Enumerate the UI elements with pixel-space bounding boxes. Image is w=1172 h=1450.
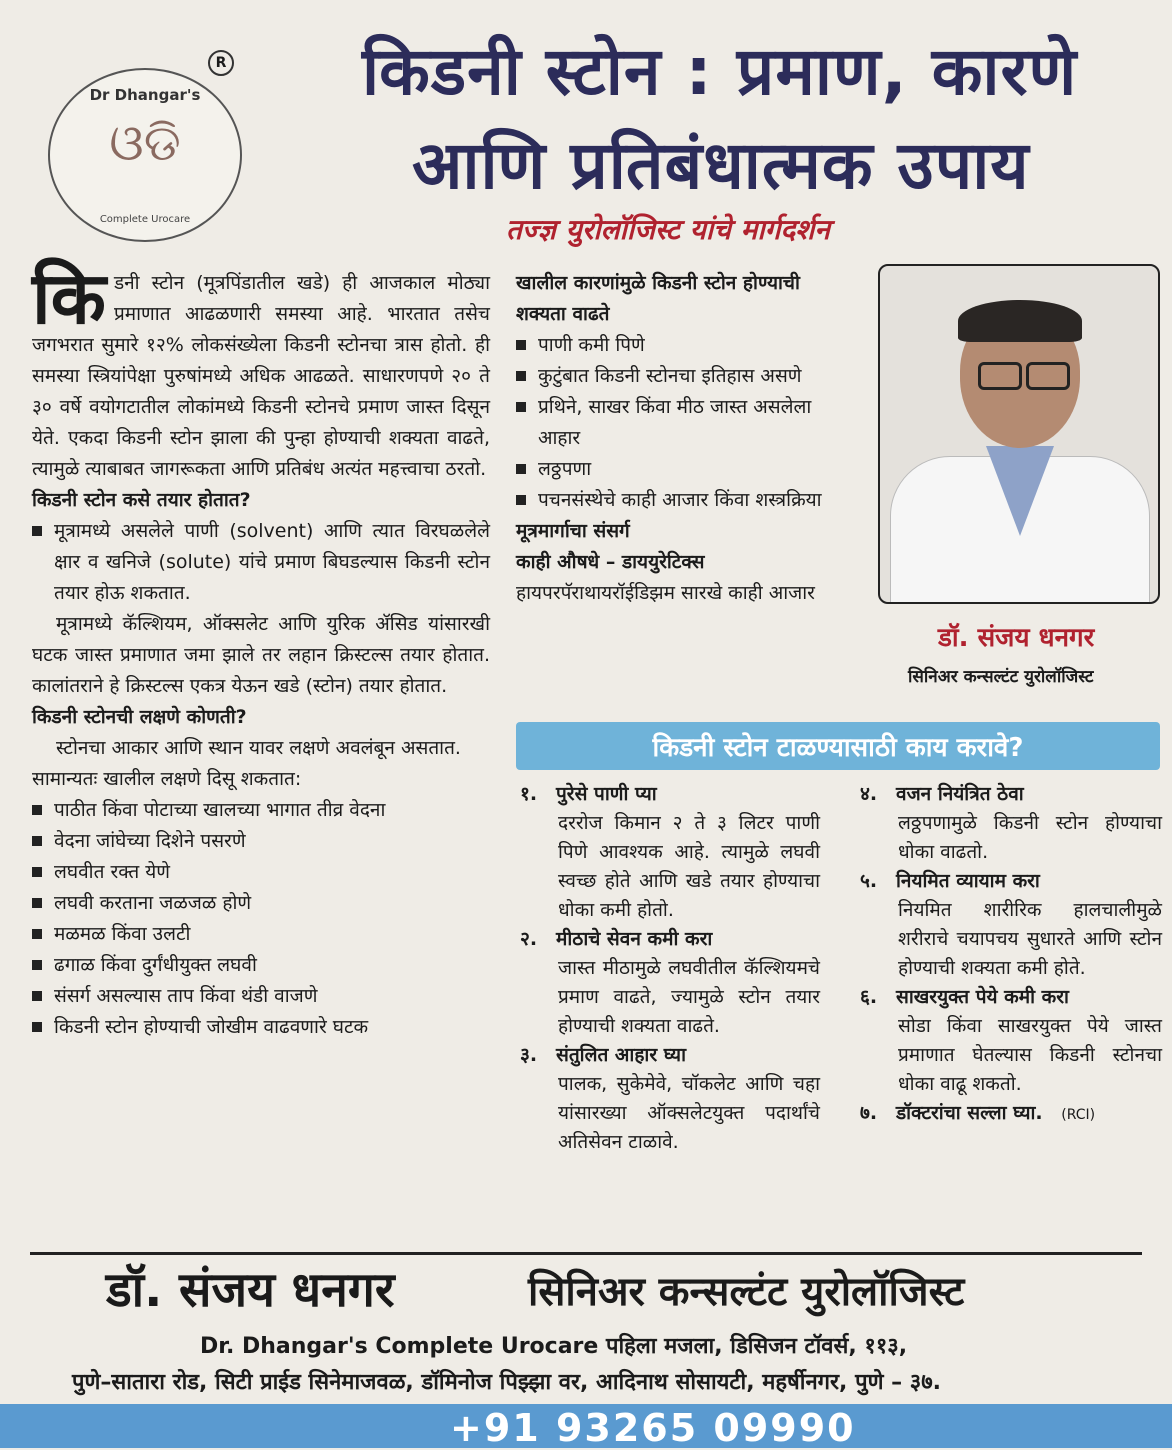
tip-number: ७. — [860, 1102, 878, 1124]
tip-number: ६. — [860, 986, 878, 1008]
bullet-icon — [32, 991, 42, 1001]
subheadline: तज्ज्ञ युरोलॉजिस्ट यांचे मार्गदर्शन — [506, 213, 830, 246]
address-line-2: पुणे–सातारा रोड, सिटी प्राईड सिनेमाजवळ, डॉमिनोज पिझ्झा वर, आदिनाथ सोसायटी, महर्षीनगर, पुणे – ३७. — [72, 1370, 942, 1395]
footer-doctor-title: सिनिअर कन्सल्टंट युरोलॉजिस्ट — [528, 1269, 965, 1315]
rci-note: (RCI) — [1061, 1107, 1096, 1123]
logo-top-text: Dr Dhangar's — [89, 86, 201, 104]
bullet-icon — [32, 1022, 42, 1032]
bullet-icon — [516, 495, 526, 505]
tip-item — [520, 1041, 820, 1157]
symptom-text: किडनी स्टोन होण्याची जोखीम वाढवणारे घटक — [54, 1016, 369, 1038]
list-item — [516, 454, 856, 485]
footer-doctor-name: डॉ. संजय धनगर — [106, 1262, 395, 1318]
phone-number[interactable]: +91 93265 09990 — [450, 1406, 856, 1450]
symptom-text: लघवीत रक्त येणे — [54, 861, 171, 883]
cause-text: लठ्ठपणा — [538, 458, 592, 480]
tip-number: २. — [520, 928, 538, 950]
list-item — [32, 888, 490, 919]
cause-text: कुटुंबात किडनी स्टोनचा इतिहास असणे — [538, 365, 802, 387]
list-item — [516, 392, 856, 454]
drop-cap: कि — [32, 256, 106, 340]
doctor-photo — [878, 264, 1160, 604]
tip-title: साखरयुक्त पेये कमी करा — [896, 986, 1069, 1008]
bullet-icon — [32, 960, 42, 970]
tip-body: पालक, सुकेमेवे, चॉकलेट आणि चहा यांसारख्या ऑक्सलेटयुक्त पदार्थांचे अतिसेवन टाळावे. — [558, 1073, 820, 1153]
tip-number: ४. — [860, 783, 878, 805]
medicines-text: हायपरपॅराथायरॉईडिझम सारखे काही आजार — [516, 582, 815, 604]
list-item — [32, 826, 490, 857]
symptom-text: पाठीत किंवा पोटाच्या खालच्या भागात तीव्र वेदना — [54, 799, 386, 821]
address-line-1: Dr. Dhangar's Complete Urocare पहिला मजला, डिसिजन टॉवर्स, ११३, — [200, 1334, 908, 1359]
headline-line-2: आणि प्रतिबंधात्मक उपाय — [412, 127, 1030, 204]
symptom-text: संसर्ग असल्यास ताप किंवा थंडी वाजणे — [54, 985, 318, 1007]
tip-title: डॉक्टरांचा सल्ला घ्या. — [896, 1102, 1043, 1124]
bullet-icon — [32, 836, 42, 846]
list-item — [32, 981, 490, 1012]
prevention-banner — [516, 722, 1160, 770]
section-heading-formation: किडनी स्टोन कसे तयार होतात? — [32, 489, 251, 511]
doctor-designation: सिनिअर कन्सल्टंट युरोलॉजिस्ट — [908, 667, 1094, 687]
cause-text: पाणी कमी पिणे — [538, 334, 645, 356]
bullet-icon — [516, 371, 526, 381]
tip-title: मीठाचे सेवन कमी करा — [556, 928, 713, 950]
tip-title: संतुलित आहार घ्या — [556, 1044, 686, 1066]
list-item — [32, 795, 490, 826]
registered-mark: R — [208, 50, 234, 76]
symptom-text: ढगाळ किंवा दुर्गंधीयुक्त लघवी — [54, 954, 257, 976]
bullet-icon — [516, 464, 526, 474]
left-column — [32, 256, 490, 1043]
list-item — [32, 919, 490, 950]
tip-body: नियमित शारीरिक हालचालीमुळे शरीराचे चयापचय सुधारते आणि स्टोन होण्याची शक्यता कमी होते. — [898, 899, 1162, 979]
formation-paragraph-1: मूत्रामध्ये असलेले पाणी (solvent) आणि त्यात विरघळलेले क्षार व खनिजे (solute) यांचे प्रमाण बिघडल्यास किडनी स्टोन तयार होऊ शकतात. — [54, 520, 490, 604]
symptom-text: वेदना जांघेच्या दिशेने पसरणे — [54, 830, 246, 852]
tip-number: १. — [520, 783, 538, 805]
symptom-text: लघवी करताना जळजळ होणे — [54, 892, 252, 914]
list-item — [32, 950, 490, 981]
formation-paragraph-2: मूत्रामध्ये कॅल्शियम, ऑक्सलेट आणि युरिक ॲसिड यांसारखी घटक जास्त प्रमाणात जमा झाले तर लहान क्रिस्टल्स तयार होतात. कालांतराने हे क्रिस्टल्स एकत्र येऊन खडे (स्टोन) तयार होतात. — [32, 613, 490, 697]
logo-mark: ଓଡି — [109, 114, 181, 172]
cause-text: प्रथिने, साखर किंवा मीठ जास्त असलेला आहार — [538, 396, 812, 449]
symptoms-list — [32, 795, 490, 1043]
tip-body: लठ्ठपणामुळे किडनी स्टोन होण्याचा धोका वाढतो. — [898, 812, 1162, 863]
tip-item — [520, 925, 820, 1041]
list-item — [32, 857, 490, 888]
tip-title: पुरेसे पाणी प्या — [556, 783, 657, 805]
medicines-heading: काही औषधे – डाययुरेटिक्स — [516, 551, 705, 573]
bullet-icon — [516, 402, 526, 412]
tip-item — [860, 983, 1162, 1099]
list-item — [516, 330, 856, 361]
intro-paragraph: डनी स्टोन (मूत्रपिंडातील खडे) ही आजकाल मोठ्या प्रमाणात आढळणारी समस्या आहे. भारतात तसेच जगभरात सुमारे १२% लोकसंख्येला किडनी स्टोनचा त्रास होतो. ही समस्या स्त्रियांपेक्षा पुरुषांमध्ये अधिक आढळते. साधारणपणे २० ते ३० वर्षे वयोगटातील लोकांमध्ये किडनी स्टोनचे प्रमाण जास्त दिसून येते. एकदा किडनी स्टोन झाला की पुन्हा होण्याची शक्यता वाढते, त्यामुळे त्याबाबत जागरूकता आणि प्रतिबंध अत्यंत महत्त्वाचा ठरतो. — [32, 272, 490, 480]
headline-line-1: किडनी स्टोन : प्रमाण, कारणे — [362, 33, 1078, 110]
tip-body: जास्त मीठामुळे लघवीतील कॅल्शियमचे प्रमाण वाढते, ज्यामुळे स्टोन तयार होण्याची शक्यता वाढते. — [558, 957, 820, 1037]
list-item — [516, 361, 856, 392]
tip-item — [860, 867, 1162, 983]
doctor-name: डॉ. संजय धनगर — [938, 623, 1095, 653]
tips-column-right — [860, 780, 1162, 1130]
bullet-icon — [32, 898, 42, 908]
tip-number: ३. — [520, 1044, 538, 1066]
section-heading-symptoms: किडनी स्टोनची लक्षणे कोणती? — [32, 706, 247, 728]
uti-heading: मूत्रमार्गाचा संसर्ग — [516, 520, 630, 542]
clinic-logo — [48, 68, 242, 242]
logo-bottom-text: Complete Urocare — [99, 214, 191, 225]
bullet-icon — [32, 526, 42, 536]
phone-bar — [0, 1404, 1172, 1448]
middle-column — [516, 268, 856, 609]
cause-text: पचनसंस्थेचे काही आजार किंवा शस्त्रक्रिया — [538, 489, 822, 511]
bullet-icon — [516, 340, 526, 350]
tip-title: नियमित व्यायाम करा — [896, 870, 1040, 892]
bullet-icon — [32, 805, 42, 815]
tip-number: ५. — [860, 870, 878, 892]
tips-column-left — [520, 780, 820, 1157]
footer-divider — [30, 1252, 1142, 1255]
symptom-text: मळमळ किंवा उलटी — [54, 923, 191, 945]
prevention-banner-text: किडनी स्टोन टाळण्यासाठी काय करावे? — [652, 733, 1024, 763]
list-item — [516, 485, 856, 516]
tip-item — [520, 780, 820, 925]
causes-heading: खालील कारणांमुळे किडनी स्टोन होण्याची शक्यता वाढते — [516, 272, 800, 325]
tip-title: वजन नियंत्रित ठेवा — [896, 783, 1024, 805]
bullet-icon — [32, 867, 42, 877]
symptoms-intro: स्टोनचा आकार आणि स्थान यावर लक्षणे अवलंबून असतात. सामान्यतः खालील लक्षणे दिसू शकतात: — [32, 737, 461, 790]
tip-item — [860, 780, 1162, 867]
list-item — [32, 1012, 490, 1043]
tip-body: दररोज किमान २ ते ३ लिटर पाणी पिणे आवश्यक आहे. त्यामुळे लघवी स्वच्छ होते आणि खडे तयार होण्याचा धोका कमी होतो. — [558, 812, 820, 921]
bullet-icon — [32, 929, 42, 939]
tip-body: सोडा किंवा साखरयुक्त पेये जास्त प्रमाणात घेतल्यास किडनी स्टोनचा धोका वाढू शकतो. — [898, 1015, 1162, 1095]
tip-item — [860, 1099, 1162, 1130]
